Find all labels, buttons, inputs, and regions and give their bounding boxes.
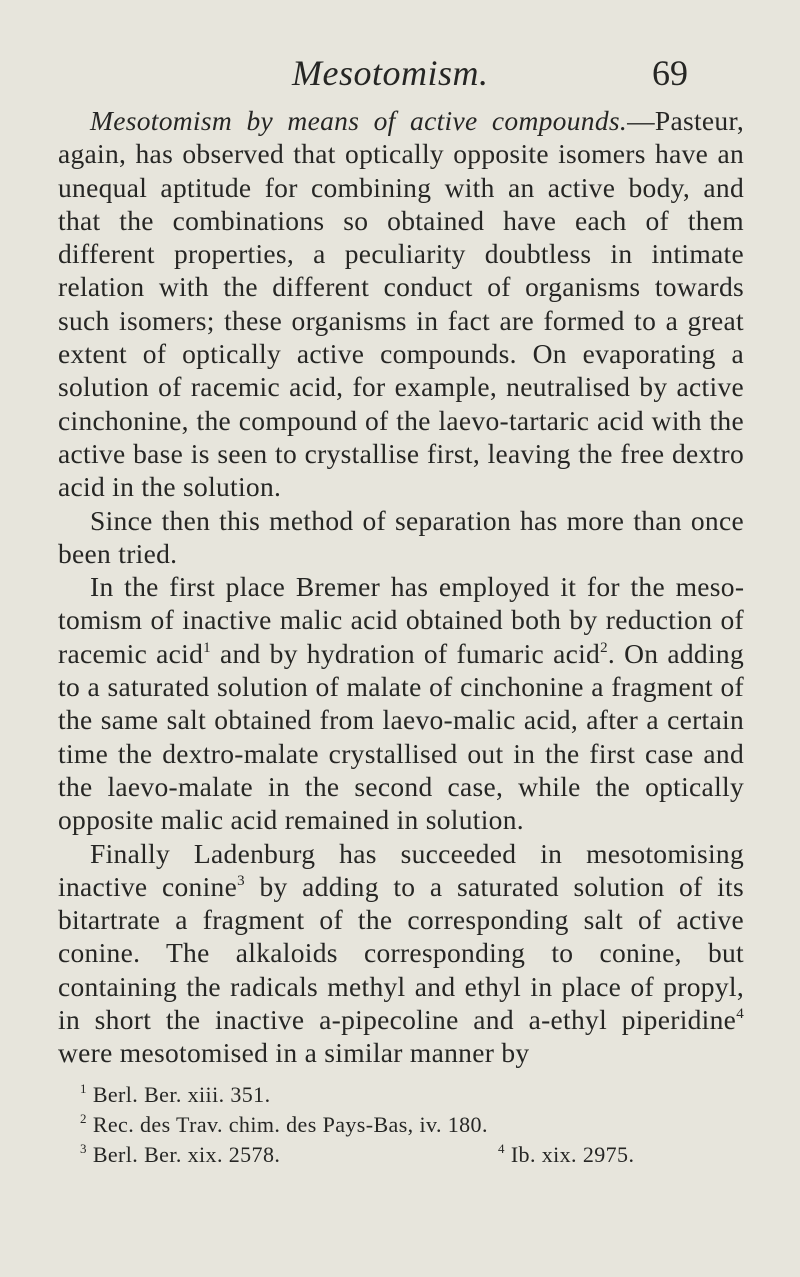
- footnote-1: [58, 1080, 744, 1110]
- paragraph-bremer: [58, 570, 744, 836]
- footnote-mark: 1: [80, 1081, 87, 1096]
- paragraph-method-tried: [58, 504, 744, 571]
- footnote-text: Berl. Ber. xix. 2578.: [92, 1142, 281, 1167]
- paragraph-text: . On adding to a saturated solution of malate of cinchonine a fragment of the same salt obtained from laevo-malic acid, after a certain time the dextro-malate crystallised out in the first case and the laevo-malate in the second case, while the optically opposite malic acid remained in solution.: [58, 637, 745, 836]
- paragraph-text: Since then this method of separation has more than once been tried.: [58, 504, 744, 569]
- paragraph-text: Finally Ladenburg has succeeded in mesotomising inactive conine: [58, 837, 744, 902]
- footnote-4: [498, 1140, 634, 1170]
- paragraph-text: and by hydration of fumaric acid: [210, 637, 601, 669]
- running-head-title: Mesotomism.: [292, 53, 489, 93]
- footnote-text: Ib. xix. 2975.: [510, 1142, 635, 1167]
- running-head: [0, 52, 800, 92]
- page-number: 69: [652, 53, 688, 93]
- footnote-ref-1: 1: [203, 639, 211, 656]
- paragraph-ladenburg: [58, 837, 744, 1070]
- footnote-2: [58, 1110, 744, 1140]
- footnote-ref-4: 4: [736, 1006, 744, 1023]
- footnote-text: Rec. des Trav. chim. des Pays-Bas, iv. 180.: [92, 1112, 488, 1137]
- footnote-mark: 4: [498, 1141, 505, 1156]
- paragraph-text: were mesotomised in a similar manner by: [58, 1037, 530, 1069]
- footnote-mark: 3: [80, 1141, 87, 1156]
- body-text: [58, 104, 744, 1070]
- footnote-ref-3: 3: [237, 872, 245, 889]
- paragraph-text: by adding to a saturated solution of its bitartrate a fragment of the corresponding salt of active conine. The alkaloids corresponding to conine, but containing the radicals methyl and ethyl in place of propyl, in short the inactive a-pipecoline and a-ethyl piperidine: [58, 870, 745, 1036]
- footnote-ref-2: 2: [600, 639, 608, 656]
- footnote-text: Berl. Ber. xiii. 351.: [92, 1082, 271, 1107]
- paragraph-lead-italic: Mesotomism by means of active compounds.: [90, 105, 628, 136]
- footnote-3: [80, 1142, 280, 1167]
- footnote-row: [58, 1140, 744, 1170]
- paragraph-text: —Pasteur, again, has observed that optically opposite isomers have an unequal aptitude for combining with an active body, and that the combinations so obtained have each of them different properties, a peculiarity doubtless in intimate relation with the different conduct of organisms towards such isomers; these organisms in fact are formed to a great extent of optically active compounds. On evaporating a solution of racemic acid, for example, neutralised by active cinchonine, the compound of the laevo-tartaric acid with the active base is seen to crystallise first, leaving the free dextro acid in the solution.: [58, 105, 744, 503]
- paragraph-text: In the first place Bremer has employed it for the mesotomism of inactive malic acid obtained both by reduction of racemic acid: [58, 571, 744, 669]
- footnotes: [58, 1080, 744, 1170]
- footnote-mark: 2: [80, 1111, 87, 1126]
- paragraph-mesotomism-active-compounds: [58, 104, 744, 504]
